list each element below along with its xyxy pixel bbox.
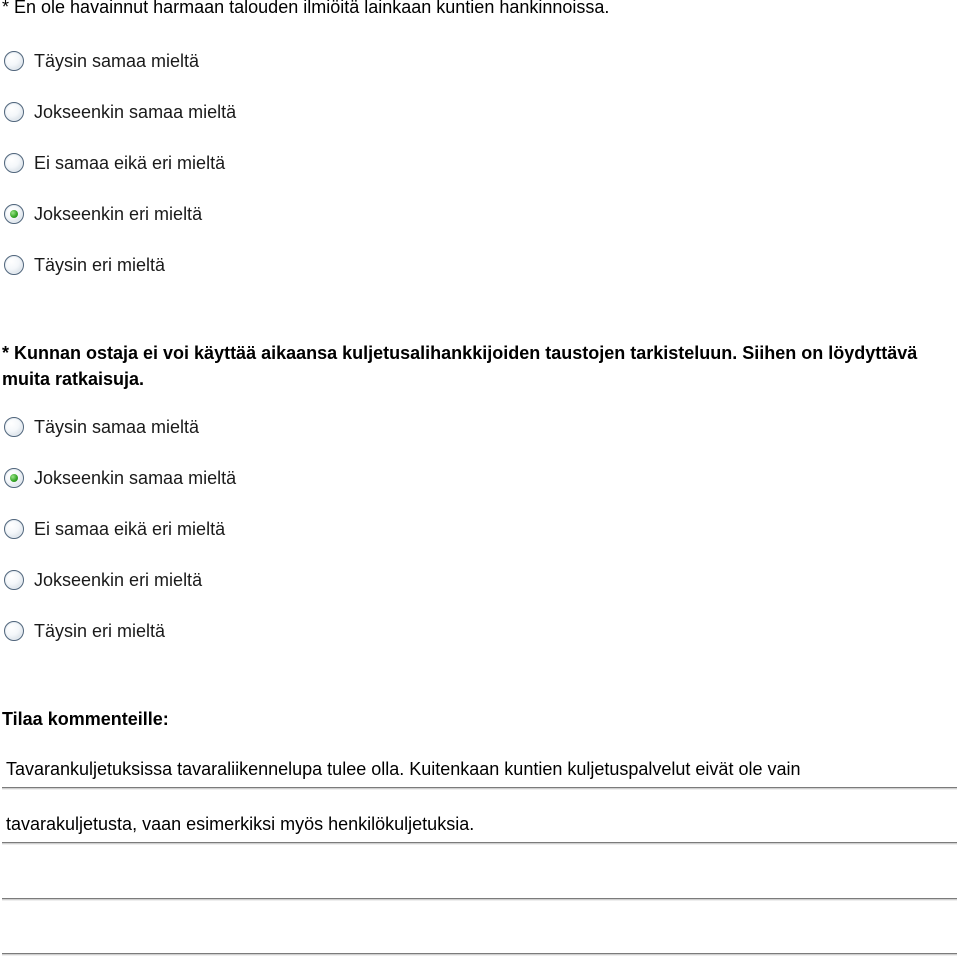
q2-option-3[interactable] <box>4 517 225 541</box>
radio-button-icon[interactable] <box>4 417 24 437</box>
question-1-title: * En ole havainnut harmaan talouden ilmiöitä lainkaan kuntien hankinnoissa. <box>2 0 610 17</box>
q1-option-4[interactable] <box>4 202 202 226</box>
radio-button-selected-icon[interactable] <box>4 204 24 224</box>
radio-button-icon[interactable] <box>4 255 24 275</box>
q1-option-2[interactable] <box>4 100 236 124</box>
radio-button-selected-icon[interactable] <box>4 468 24 488</box>
q2-option-4[interactable] <box>4 568 202 592</box>
radio-button-icon[interactable] <box>4 51 24 71</box>
q2-option-2[interactable] <box>4 466 236 490</box>
radio-button-icon[interactable] <box>4 153 24 173</box>
comment-ruled-line <box>2 842 957 845</box>
q1-option-5[interactable] <box>4 253 165 277</box>
comment-ruled-line <box>2 953 957 956</box>
comment-ruled-line <box>2 787 957 790</box>
q1-option-3[interactable] <box>4 151 225 175</box>
option-label: Ei samaa eikä eri mieltä <box>34 519 226 539</box>
comment-ruled-line <box>2 898 957 901</box>
question-2-title: * Kunnan ostaja ei voi käyttää aikaansa kuljetusalihankkijoiden taustojen tarkisteluun. Siihen on löydyttävä muita ratkaisuja. <box>2 343 918 389</box>
radio-button-icon[interactable] <box>4 570 24 590</box>
option-label: Täysin eri mieltä <box>34 621 166 641</box>
radio-button-icon[interactable] <box>4 519 24 539</box>
option-label: Täysin samaa mieltä <box>34 51 200 71</box>
option-label: Jokseenkin samaa mieltä <box>34 468 237 488</box>
option-label: Jokseenkin samaa mieltä <box>34 102 237 122</box>
comments-label: Tilaa kommenteille: <box>2 709 169 729</box>
q2-option-1[interactable] <box>4 415 199 439</box>
comment-line-1: Tavarankuljetuksissa tavaraliikennelupa tulee olla. Kuitenkaan kuntien kuljetuspalvelut eivät ole vain <box>6 759 801 779</box>
radio-button-icon[interactable] <box>4 621 24 641</box>
q1-option-1[interactable] <box>4 49 199 73</box>
comment-line-2: tavarakuljetusta, vaan esimerkiksi myös henkilökuljetuksia. <box>6 814 475 834</box>
option-label: Täysin samaa mieltä <box>34 417 200 437</box>
option-label: Täysin eri mieltä <box>34 255 166 275</box>
q2-option-5[interactable] <box>4 619 165 643</box>
option-label: Jokseenkin eri mieltä <box>34 204 203 224</box>
option-label: Jokseenkin eri mieltä <box>34 570 203 590</box>
comments-textarea[interactable] <box>0 750 958 959</box>
option-label: Ei samaa eikä eri mieltä <box>34 153 226 173</box>
radio-button-icon[interactable] <box>4 102 24 122</box>
